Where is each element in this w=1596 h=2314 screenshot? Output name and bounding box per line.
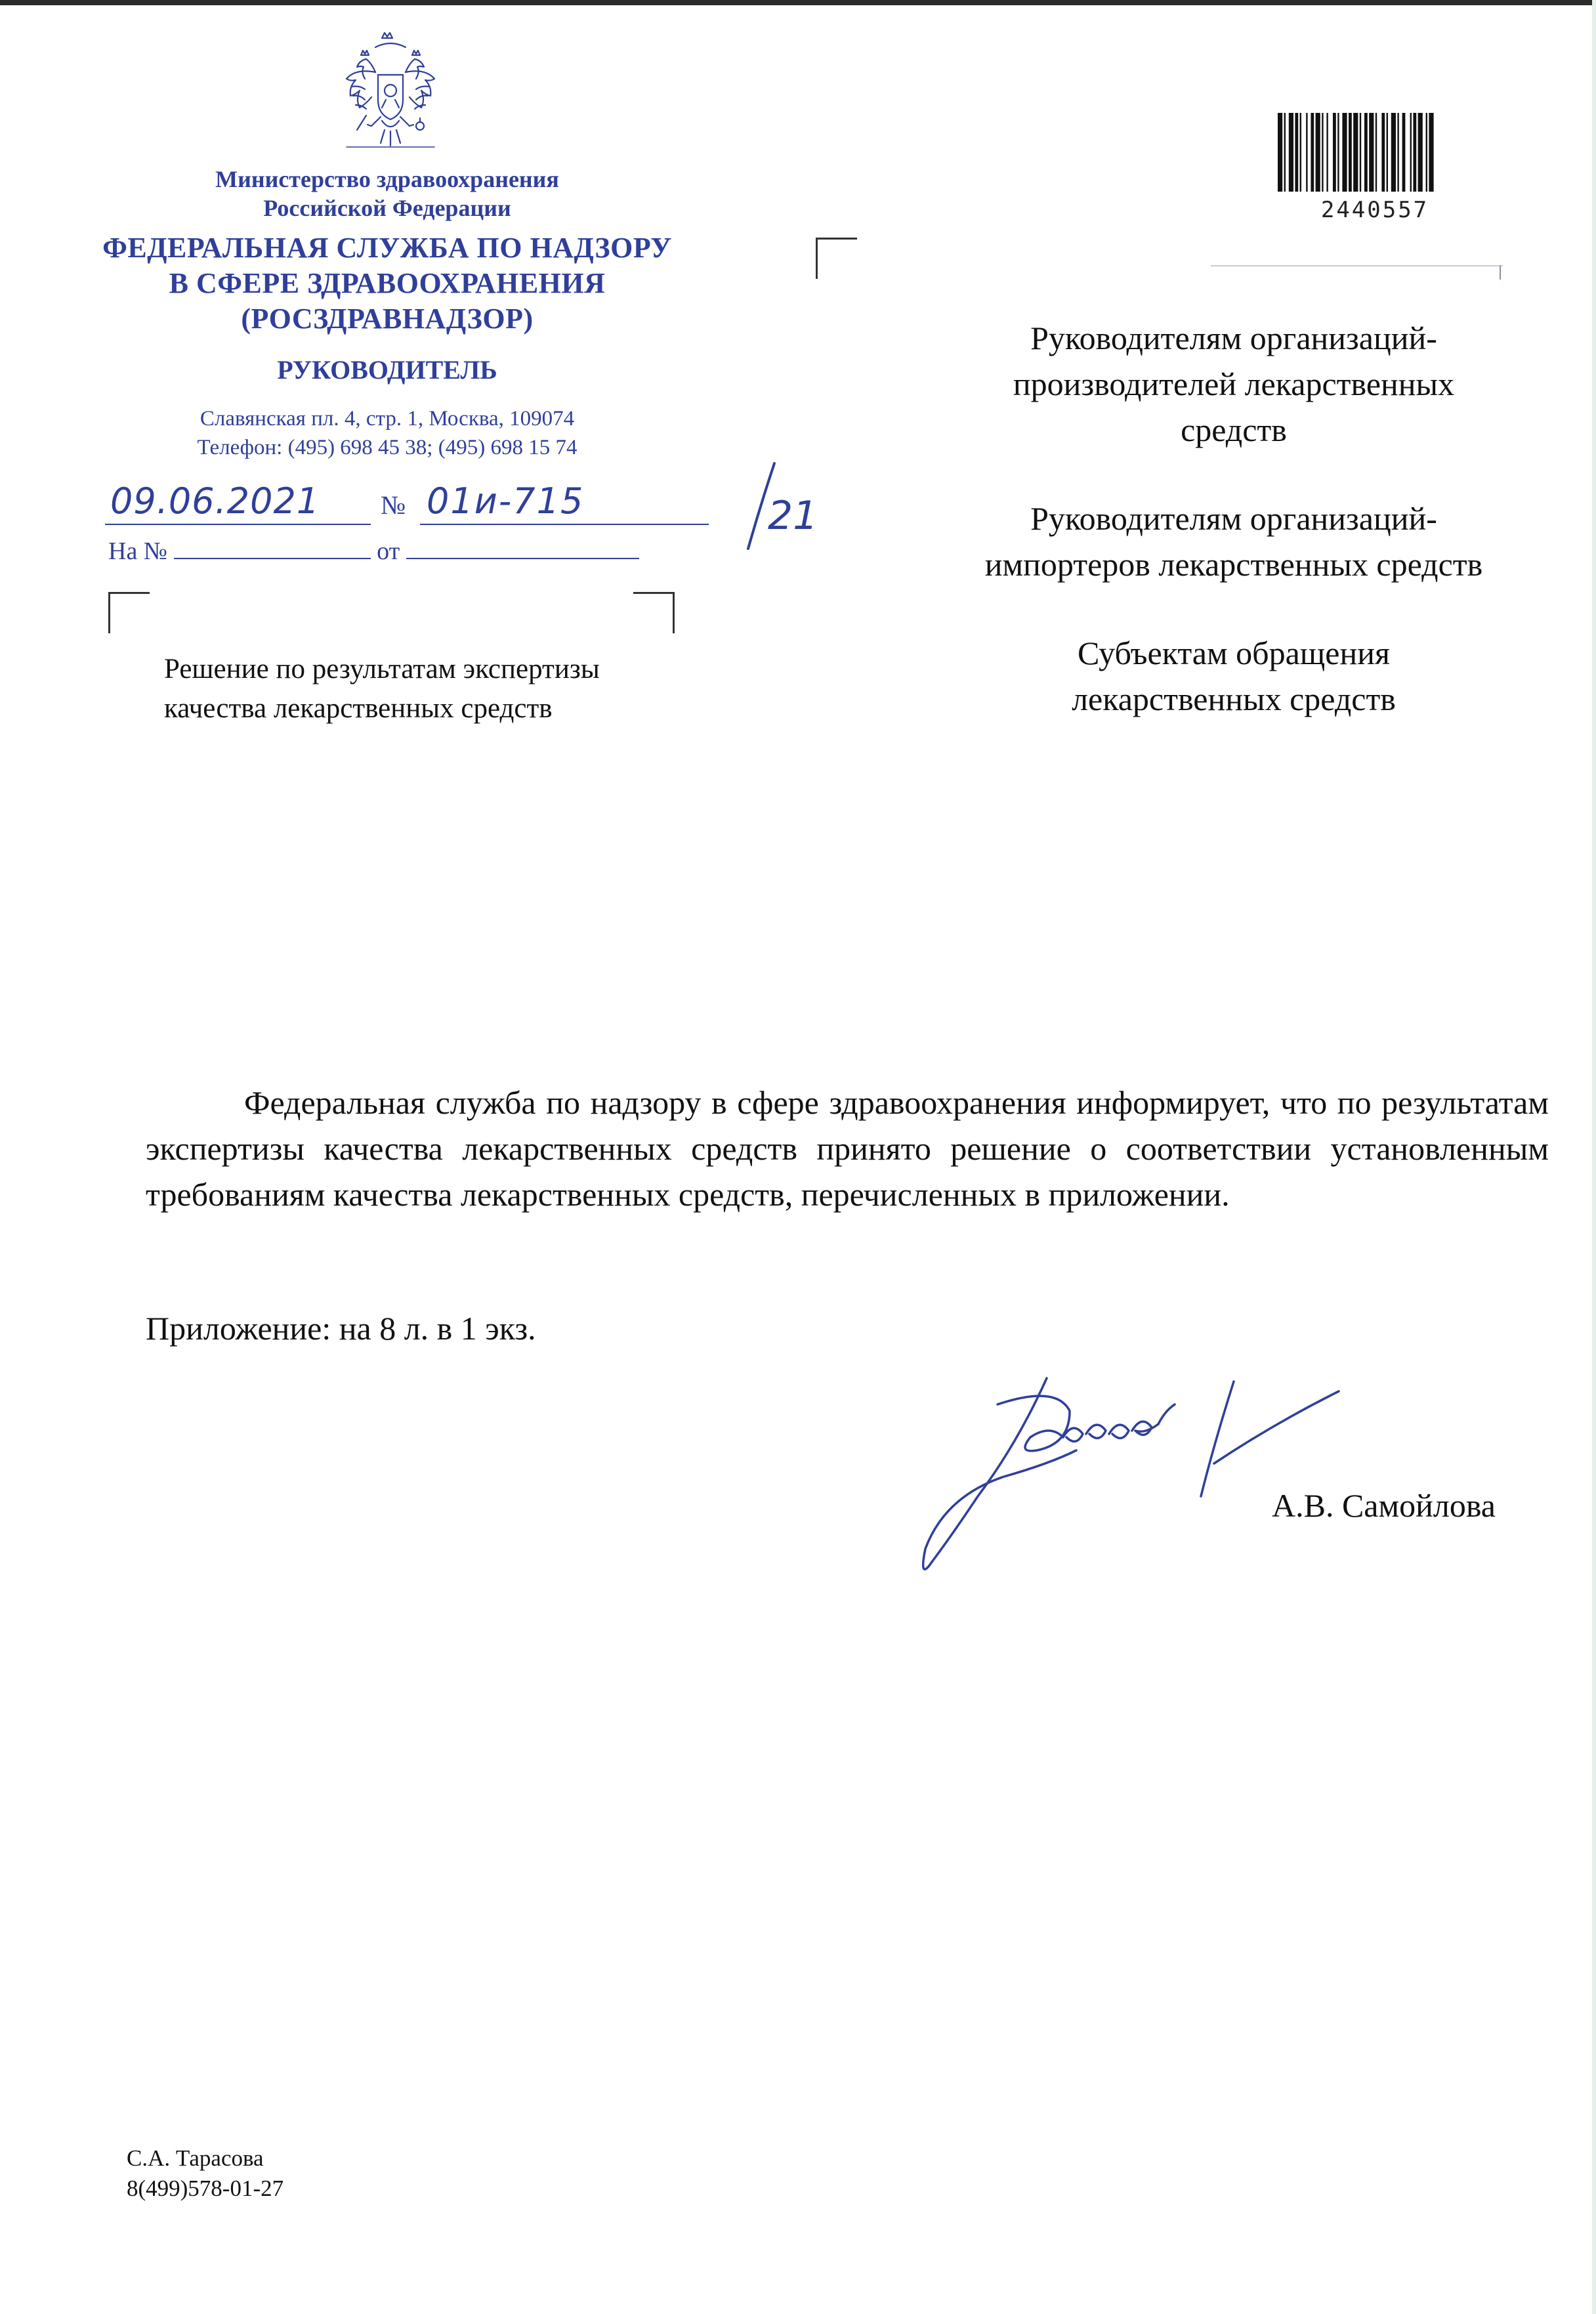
barcode-bar — [1289, 113, 1293, 192]
attachment-note: Приложение: на 8 л. в 1 экз. — [146, 1310, 536, 1347]
executor-info — [127, 2143, 284, 2204]
barcode-bar — [1333, 113, 1336, 192]
reference-date-blank — [406, 538, 639, 559]
number-sign: № — [381, 490, 406, 520]
reference-number-blank — [174, 538, 371, 559]
agency-phone: Телефон: (495) 698 45 38; (495) 698 15 74 — [197, 436, 578, 459]
addressees — [906, 315, 1562, 765]
addressee-line: лекарственных средств — [1072, 681, 1396, 717]
agency-name-line2: В СФЕРЕ ЗДРАВООХРАНЕНИЯ — [169, 267, 606, 299]
addressee-corner — [816, 238, 857, 279]
barcode-bar — [1376, 113, 1377, 192]
barcode-bar — [1410, 113, 1412, 192]
addressee-block — [906, 495, 1562, 587]
barcode-bar — [1360, 113, 1361, 192]
barcode-bar — [1284, 113, 1286, 192]
barcode-bar — [1426, 113, 1427, 192]
addressee-line: Руководителям организаций- — [1030, 320, 1437, 356]
addressee-line: производителей лекарственных — [1013, 366, 1455, 402]
barcode-bar — [1364, 113, 1368, 192]
addressee-line: средств — [1181, 411, 1287, 448]
barcode-bar — [1413, 113, 1416, 192]
agency-name-line1: ФЕДЕРАЛЬНАЯ СЛУЖБА ПО НАДЗОРУ — [102, 232, 672, 264]
barcode-bar — [1402, 113, 1406, 192]
addressee-block — [906, 630, 1562, 722]
barcode-bar — [1381, 113, 1385, 192]
addressee-line: Субъектам обращения — [1078, 635, 1390, 671]
agency-address: Славянская пл. 4, стр. 1, Москва, 109074 — [200, 407, 575, 431]
reference-row — [108, 537, 639, 566]
subject-corner-right — [633, 592, 675, 633]
registration-row — [105, 474, 818, 539]
barcode-bar — [1322, 113, 1323, 192]
addressee-block — [906, 315, 1562, 453]
barcode-number: 2440557 — [1320, 197, 1429, 223]
barcode-bar — [1300, 113, 1301, 192]
barcode-bar — [1311, 113, 1314, 192]
executor-phone: 8(499)578-01-27 — [127, 2176, 284, 2201]
barcode-bar — [1369, 113, 1374, 192]
barcode-underline — [1211, 265, 1503, 266]
subject-line2: качества лекарственных средств — [164, 693, 553, 724]
registration-number: 01и-715 — [427, 480, 585, 522]
signer-name: А.В. Самойлова — [1272, 1487, 1496, 1524]
barcode-bar — [1391, 113, 1396, 192]
barcode-bar — [1349, 113, 1352, 192]
barcode-icon — [1276, 113, 1473, 198]
barcode-bar — [1306, 113, 1307, 192]
scan-edge-right — [1592, 0, 1596, 2314]
registration-number-suffix: 21 — [768, 493, 818, 539]
executor-name: С.А. Тарасова — [127, 2145, 264, 2171]
ministry-name-line1: Министерство здравоохранения — [215, 166, 559, 192]
barcode-tick — [1500, 265, 1501, 280]
double-headed-eagle-emblem-icon — [341, 32, 440, 156]
reference-prefix: На № — [108, 537, 168, 565]
body-paragraph — [146, 1080, 1549, 1217]
barcode-bar — [1397, 113, 1398, 192]
addressee-line: Руководителям организаций- — [1030, 500, 1437, 537]
registration-date: 09.06.2021 — [110, 480, 320, 522]
barcode-bar — [1387, 113, 1388, 192]
reference-from: от — [377, 537, 400, 565]
scan-edge-top — [0, 0, 1596, 5]
barcode-bar — [1418, 113, 1423, 192]
ministry-name-line2: Российской Федерации — [263, 195, 511, 221]
number-underline — [420, 524, 709, 525]
head-title: РУКОВОДИТЕЛЬ — [277, 355, 497, 385]
number-suffix-handwritten — [735, 457, 879, 555]
body-text: Федеральная служба по надзору в сфере здравоохранения информирует, что по результатам экспертизы качества лекарственных средств принято решение о соответствии установленным требованиям качества лекарственных средств, перечисленных в приложении. — [146, 1084, 1549, 1213]
handwritten-signature — [906, 1365, 1378, 1582]
barcode-bar — [1278, 113, 1282, 192]
subject-line1: Решение по результатам экспертизы — [164, 654, 600, 684]
barcode-bar — [1316, 113, 1320, 192]
subject-corner-left — [108, 592, 150, 633]
barcode-bar — [1342, 113, 1347, 192]
agency-name-line3: (РОСЗДРАВНАДЗОР) — [241, 303, 534, 335]
barcode-bar — [1295, 113, 1298, 192]
letter-subject — [164, 650, 600, 728]
barcode-bar — [1337, 113, 1339, 192]
date-underline — [105, 524, 371, 525]
barcode-bar — [1353, 113, 1358, 192]
barcode-bar — [1326, 113, 1328, 192]
barcode-bar — [1429, 113, 1433, 192]
addressee-line: импортеров лекарственных средств — [984, 546, 1483, 583]
